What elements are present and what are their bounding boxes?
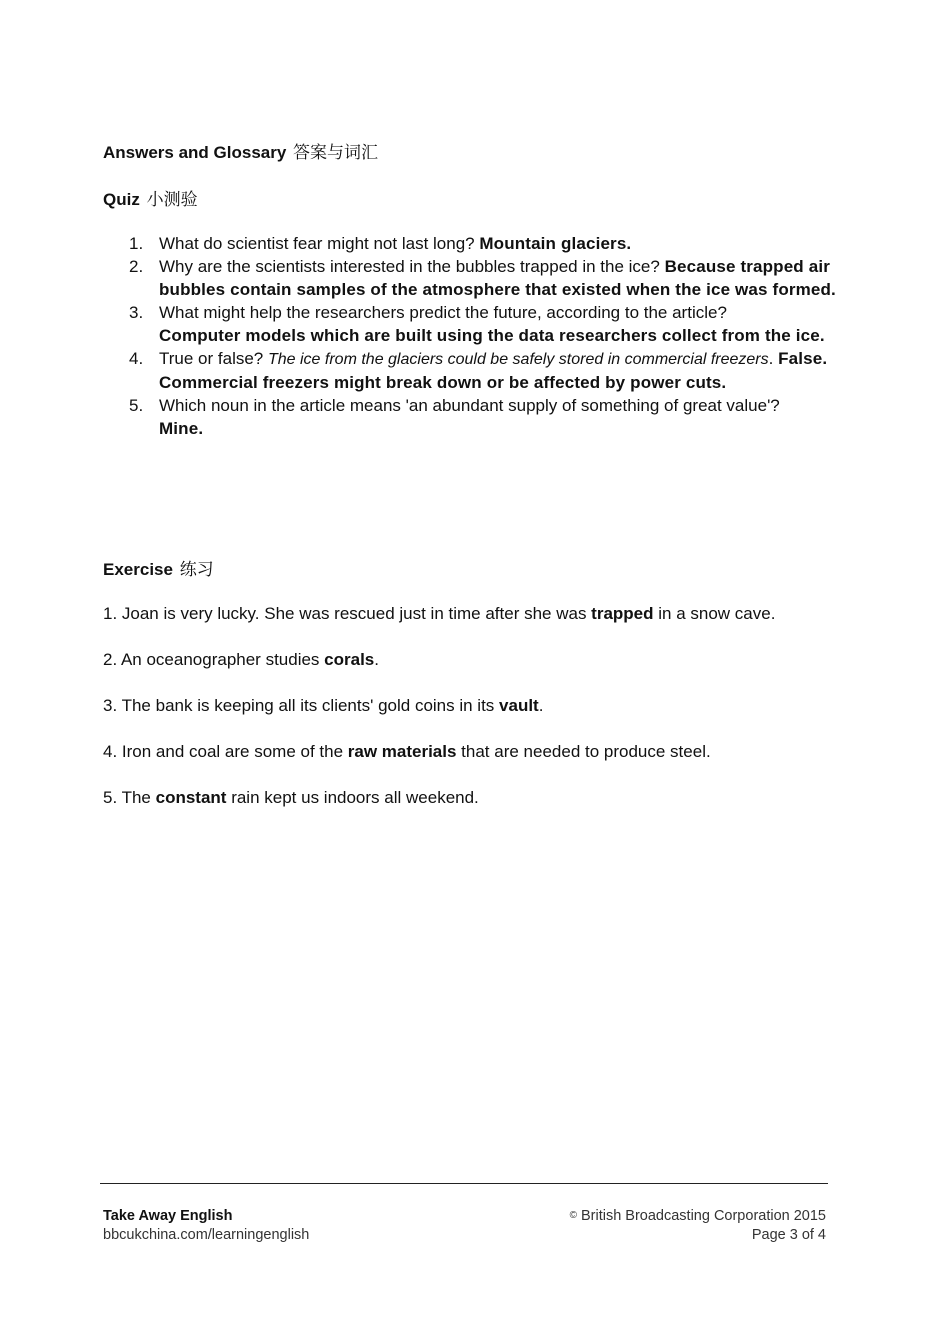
quiz-question: Which noun in the article means 'an abundant supply of something of great value'? xyxy=(159,396,780,415)
footer-right xyxy=(570,1207,826,1245)
quiz-item xyxy=(103,232,863,255)
sentence-text: . xyxy=(374,650,379,669)
sentence-text: rain kept us indoors all weekend. xyxy=(226,788,479,807)
exercise-sentence xyxy=(103,602,863,648)
quiz-item xyxy=(103,255,863,301)
answer-word: constant xyxy=(155,788,227,807)
answer-word: trapped xyxy=(591,604,654,623)
quiz-question: What do scientist fear might not last long? xyxy=(159,234,475,253)
quiz-answer: Computer models which are built using the data researchers collect from the ice. xyxy=(159,326,825,345)
sentence-text: in a snow cave. xyxy=(653,604,776,623)
quiz-item-number: 2. xyxy=(129,257,144,276)
quiz-item-number: 3. xyxy=(129,303,144,322)
quiz-answer: Mine. xyxy=(159,419,204,438)
quiz-item: 4. True or false? The ice from the glaciers could be safely stored in commercial freezers. False. Commercial freezers might break down or be affected by power cuts. xyxy=(129,349,828,392)
footer-page-number: Page 3 of 4 xyxy=(751,1227,826,1243)
footer-left xyxy=(103,1207,309,1245)
exercise-heading-chinese: 练习 xyxy=(179,560,214,579)
quiz-item-number: 5. xyxy=(129,396,144,415)
quiz-question: True or false? xyxy=(159,349,264,368)
quiz-question: Why are the scientists interested in the bubbles trapped in the ice? xyxy=(159,257,660,276)
quiz-item xyxy=(103,394,863,440)
copyright-text: British Broadcasting Corporation 2015 xyxy=(580,1208,826,1224)
sentence-text: 5. The xyxy=(103,788,156,807)
quiz-item-number: 4. xyxy=(129,349,144,368)
exercise-heading xyxy=(103,555,214,580)
quiz-heading-english: Quiz xyxy=(103,190,140,209)
quiz-item xyxy=(103,301,863,347)
exercise-sentence xyxy=(103,786,863,832)
sentence-text: 4. Iron and coal are some of the xyxy=(103,742,348,761)
copyright-symbol: © xyxy=(569,1210,577,1221)
quiz-item-number: 1. xyxy=(129,234,144,253)
quiz-answer: Because trapped air bubbles contain samples of the atmosphere that existed when the ice was formed. xyxy=(159,257,836,299)
exercise-sentence xyxy=(103,648,863,694)
answers-glossary-heading xyxy=(103,138,378,163)
heading-chinese: 答案与词汇 xyxy=(293,143,379,162)
exercise-heading-english: Exercise xyxy=(103,560,173,579)
quiz-statement: The ice from the glaciers could be safely stored in commercial freezers xyxy=(267,351,769,368)
sentence-text: that are needed to produce steel. xyxy=(456,742,711,761)
quiz-answer: False. Commercial freezers might break down or be affected by power cuts. xyxy=(159,349,828,392)
footer-brand: Take Away English xyxy=(103,1208,233,1224)
exercise-sentence xyxy=(103,694,863,740)
heading-english: Answers and Glossary xyxy=(103,143,287,162)
footer-url: bbcukchina.com/learningenglish xyxy=(103,1227,310,1243)
footer-copyright xyxy=(570,1207,826,1226)
quiz-question: What might help the researchers predict the future, according to the article? xyxy=(159,303,727,322)
answer-word: vault xyxy=(499,696,539,715)
quiz-list xyxy=(103,232,863,440)
sentence-text: 1. Joan is very lucky. She was rescued just in time after she was xyxy=(103,604,592,623)
quiz-heading-chinese: 小测验 xyxy=(146,190,198,209)
answer-word: corals xyxy=(324,650,375,669)
sentence-text: 3. The bank is keeping all its clients' gold coins in its xyxy=(103,696,500,715)
quiz-heading xyxy=(103,185,198,210)
exercise-list xyxy=(103,602,863,832)
answer-word: raw materials xyxy=(347,742,457,761)
quiz-answer: Mountain glaciers. xyxy=(479,234,632,253)
footer-divider xyxy=(100,1183,828,1184)
exercise-sentence xyxy=(103,740,863,786)
sentence-text: 2. An oceanographer studies xyxy=(103,650,325,669)
sentence-text: . xyxy=(538,696,544,715)
